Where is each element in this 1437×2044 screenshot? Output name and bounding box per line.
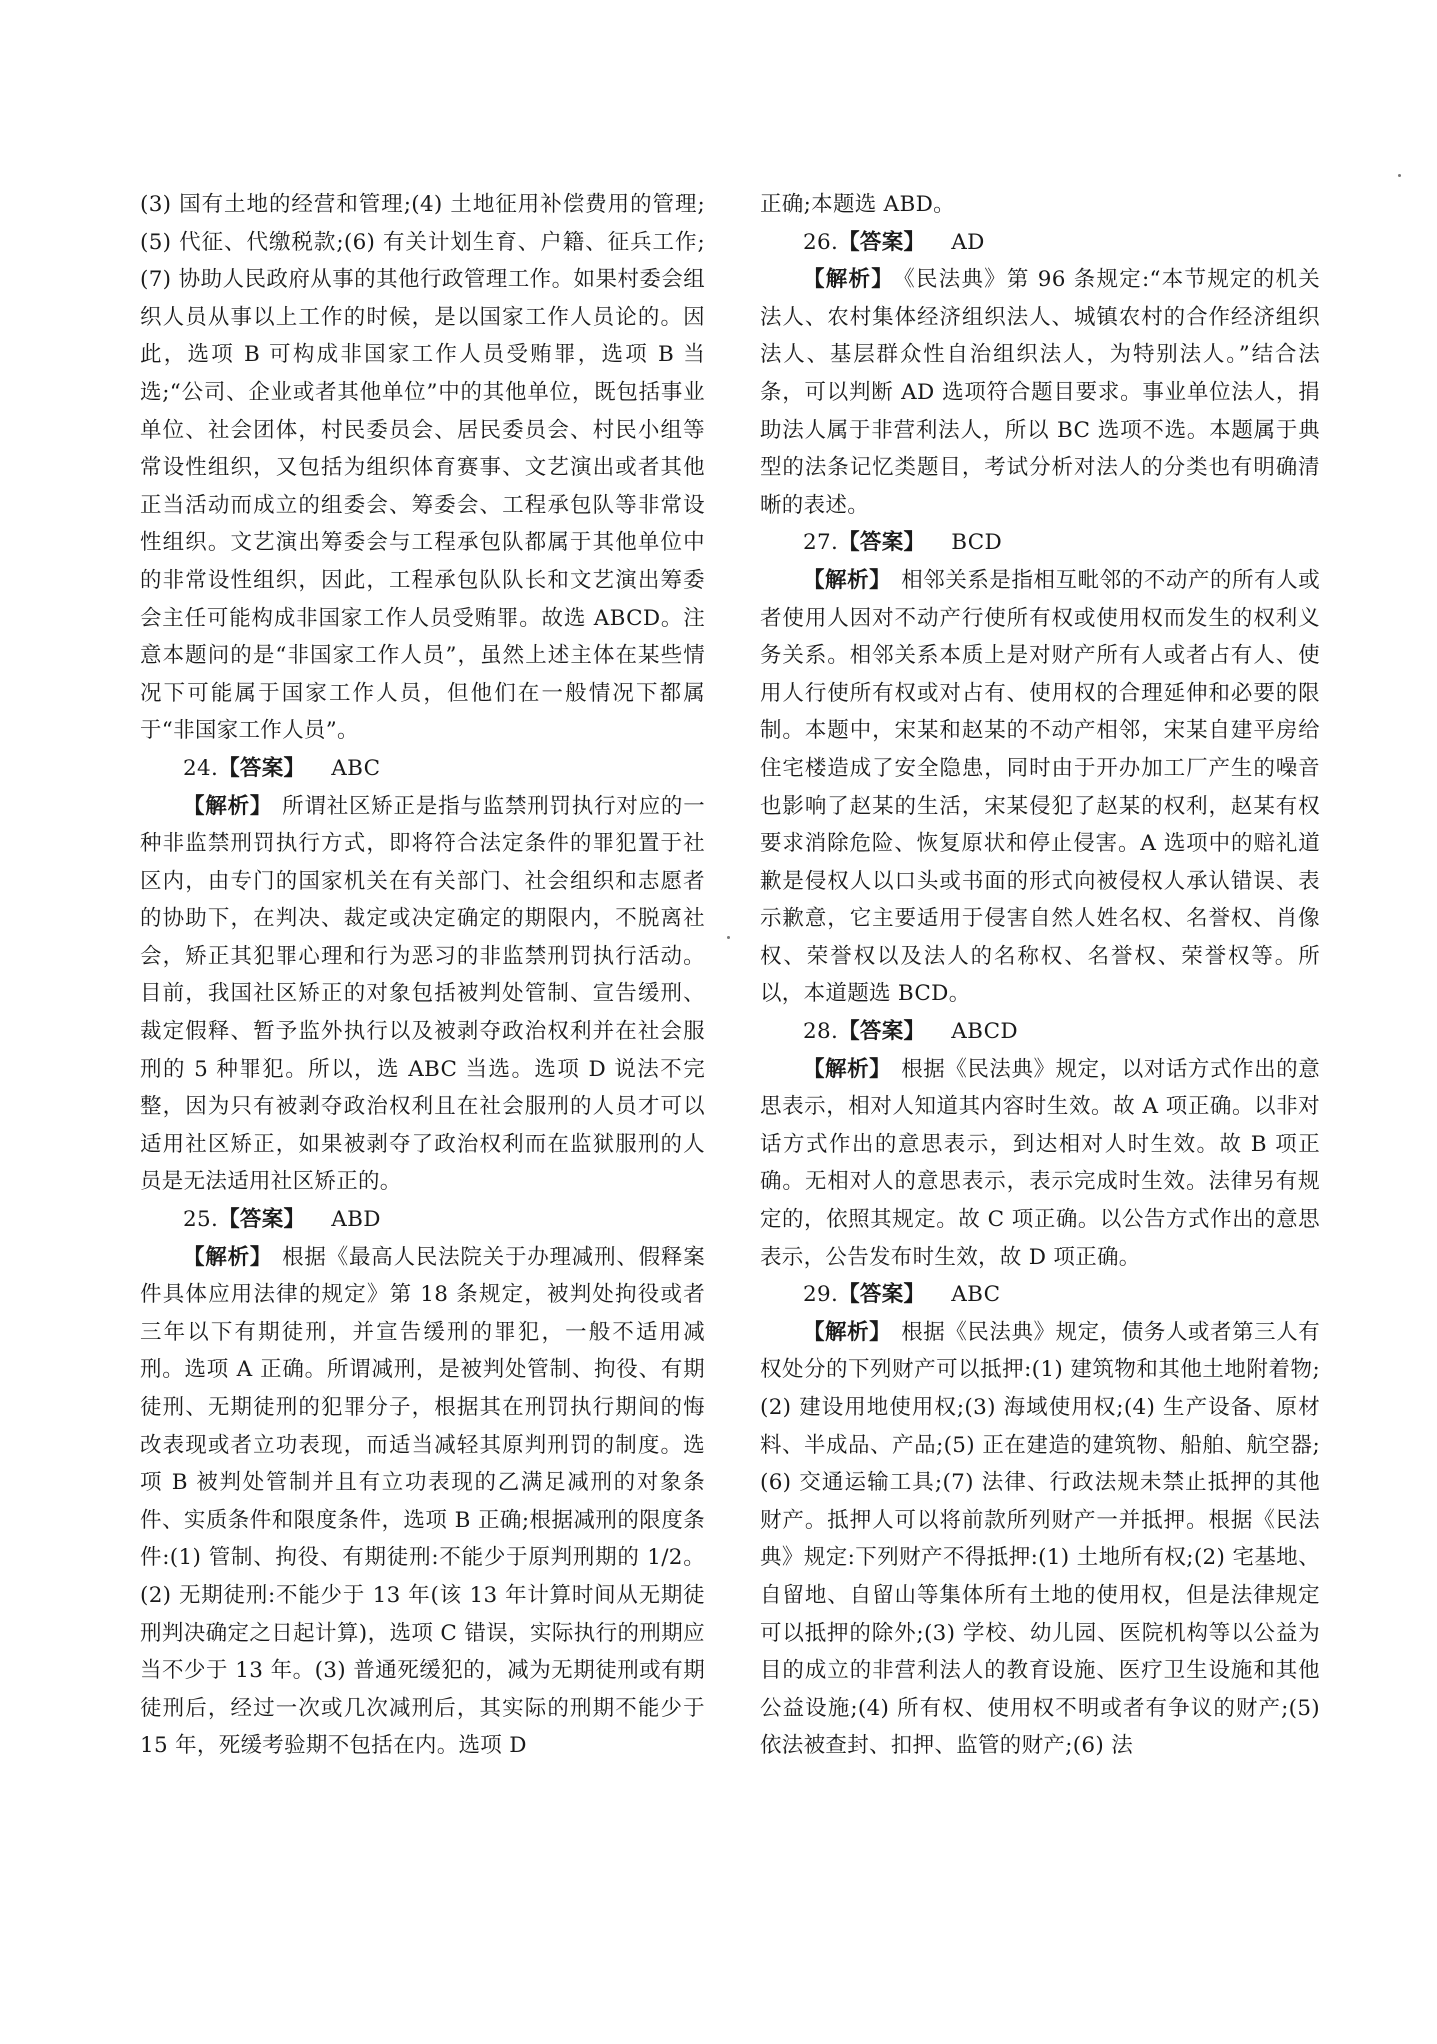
analysis-text: 《民法典》第 96 条规定:“本节规定的机关法人、农村集体经济组织法人、城镇农村的合作经济组织法人、基层群众性自治组织法人，为特别法人。”结合法条，可以判断 AD 选项符合题目要求。事业单位法人，捐助法人属于非营利法人，所以 BC 选项不选。本题属于典型的法条记忆类题目，考试分析对法人的分类也有明确清晰的表述。 [760,267,1320,518]
question-number: 28. [803,1019,839,1045]
answer-line-q27 [760,524,1320,562]
right-column [760,186,1320,1765]
question-number: 24. [183,755,219,781]
scan-speck [1398,174,1401,177]
analysis-text: 所谓社区矫正是指与监禁刑罚执行对应的一种非监禁刑罚执行方式，即将符合法定条件的罪犯置于社区内，由专门的国家机关在有关部门、社会组织和志愿者的协助下，在判决、裁定或决定确定的期限内，不脱离社会，矫正其犯罪心理和行为恶习的非监禁刑罚执行活动。目前，我国社区矫正的对象包括被判处管制、宣告缓刑、裁定假释、暂予监外执行以及被剥夺政治权利并在社会服刑的 5 种罪犯。所以，选 ABC 当选。选项 D 说法不完整，因为只有被剥夺政治权利且在社会服刑的人员才可以适用社区矫正，如果被剥夺了政治权利而在监狱服刑的人员是无法适用社区矫正的。 [140,793,706,1195]
analysis-q28 [760,1051,1320,1277]
answer-value: ABC [951,1282,1001,1308]
analysis-q25 [140,1239,705,1765]
answer-value: BCD [951,530,1003,556]
analysis-q24 [140,788,705,1202]
analysis-text: 根据《民法典》规定，以对话方式作出的意思表示，相对人知道其内容时生效。故 A 项正确。以非对话方式作出的意思表示，到达相对人时生效。故 B 项正确。无相对人的意思表示，表示完成时生效。法律另有规定的，依照其规定。故 C 项正确。以公告方式作出的意思表示，公告发布时生效，故 D 项正确。 [760,1056,1320,1270]
analysis-text: 相邻关系是指相互毗邻的不动产的所有人或者使用人因对不动产行使所有权或使用权而发生的权利义务关系。相邻关系本质上是对财产所有人或者占有人、使用人行使所有权或对占有、使用权的合理延伸和必要的限制。本题中，宋某和赵某的不动产相邻，宋某自建平房给住宅楼造成了安全隐患，同时由于开办加工厂产生的噪音也影响了赵某的生活，宋某侵犯了赵某的权利，赵某有权要求消除危险、恢复原状和停止侵害。A 选项中的赔礼道歉是侵权人以口头或书面的形式向被侵权人承认错误、表示歉意，它主要适用于侵害自然人姓名权、名誉权、肖像权、荣誉权以及法人的名称权、名誉权、荣誉权等。所以，本道题选 BCD。 [760,567,1320,1007]
answer-line-q29 [760,1276,1320,1314]
analysis-label: 【解析】 [803,1319,892,1345]
answer-value: ABD [331,1207,381,1233]
answer-label: 【答案】 [218,755,306,781]
left-column [140,186,705,1765]
answer-line-q24 [140,750,705,788]
answer-line-q25 [140,1201,705,1239]
analysis-label: 【解析】 [803,267,894,293]
answer-line-q26 [760,224,1320,262]
answer-label: 【答案】 [218,1207,306,1233]
analysis-label: 【解析】 [803,567,892,593]
question-number: 26. [803,229,839,255]
scan-speck [727,936,730,939]
answer-label: 【答案】 [838,1019,926,1045]
analysis-text: 根据《民法典》规定，债务人或者第三人有权处分的下列财产可以抵押:(1) 建筑物和其他土地附着物;(2) 建设用地使用权;(3) 海域使用权;(4) 生产设备、原材料、半成品、产品;(5) 正在建造的建筑物、船舶、航空器;(6) 交通运输工具;(7) 法律、行政法规未禁止抵押的其他财产。抵押人可以将前款所列财产一并抵押。根据《民法典》规定:下列财产不得抵押:(1) 土地所有权;(2) 宅基地、自留地、自留山等集体所有土地的使用权，但是法律规定可以抵押的除外;(3) 学校、幼儿园、医院机构等以公益为目的成立的非营利法人的教育设施、医疗卫生设施和其他公益设施;(4) 所有权、使用权不明或者有争议的财产;(5) 依法被查封、扣押、监管的财产;(6) 法 [760,1319,1320,1759]
question-number: 27. [803,530,839,556]
analysis-q26 [760,261,1320,524]
analysis-label: 【解析】 [183,1244,273,1270]
answer-label: 【答案】 [838,530,926,556]
paragraph-q23-continued: (3) 国有土地的经营和管理;(4) 土地征用补偿费用的管理;(5) 代征、代缴税款;(6) 有关计划生育、户籍、征兵工作;(7) 协助人民政府从事的其他行政管理工作。如果村委会组织人员从事以上工作的时候，是以国家工作人员论的。因此，选项 B 可构成非国家工作人员受贿罪，选项 B 当选;“公司、企业或者其他单位”中的其他单位，既包括事业单位、社会团体，村民委员会、居民委员会、村民小组等常设性组织，又包括为组织体育赛事、文艺演出或者其他正当活动而成立的组委会、筹委会、工程承包队等非常设性组织。文艺演出筹委会与工程承包队都属于其他单位中的非常设性组织，因此，工程承包队队长和文艺演出筹委会主任可能构成非国家工作人员受贿罪。故选 ABCD。注意本题问的是“非国家工作人员”，虽然上述主体在某些情况下可能属于国家工作人员，但他们在一般情况下都属于“非国家工作人员”。 [140,192,705,744]
answer-label: 【答案】 [838,229,926,255]
paragraph-q25-continued: 正确;本题选 ABD。 [760,192,955,217]
answer-line-q28 [760,1013,1320,1051]
analysis-q27 [760,562,1320,1013]
analysis-label: 【解析】 [183,793,273,819]
question-number: 29. [803,1282,839,1308]
analysis-q29 [760,1314,1320,1765]
question-number: 25. [183,1207,219,1233]
analysis-label: 【解析】 [803,1056,892,1082]
answer-value: ABCD [951,1019,1018,1045]
answer-value: ABC [331,755,381,781]
analysis-text: 根据《最高人民法院关于办理减刑、假释案件具体应用法律的规定》第 18 条规定，被判处拘役或者三年以下有期徒刑，并宣告缓刑的罪犯，一般不适用减刑。选项 A 正确。所谓减刑，是被判处管制、拘役、有期徒刑、无期徒刑的犯罪分子，根据其在刑罚执行期间的悔改表现或者立功表现，而适当减轻其原判刑罚的制度。选项 B 被判处管制并且有立功表现的乙满足减刑的对象条件、实质条件和限度条件，选项 B 正确;根据减刑的限度条件:(1) 管制、拘役、有期徒刑:不能少于原判刑期的 1/2。(2) 无期徒刑:不能少于 13 年(该 13 年计算时间从无期徒刑判决确定之日起计算)，选项 C 错误，实际执行的刑期应当不少于 13 年。(3) 普通死缓犯的，减为无期徒刑或有期徒刑后，经过一次或几次减刑后，其实际的刑期不能少于 15 年，死缓考验期不包括在内。选项 D [140,1244,706,1759]
answer-label: 【答案】 [838,1282,926,1308]
answer-value: AD [951,229,985,255]
